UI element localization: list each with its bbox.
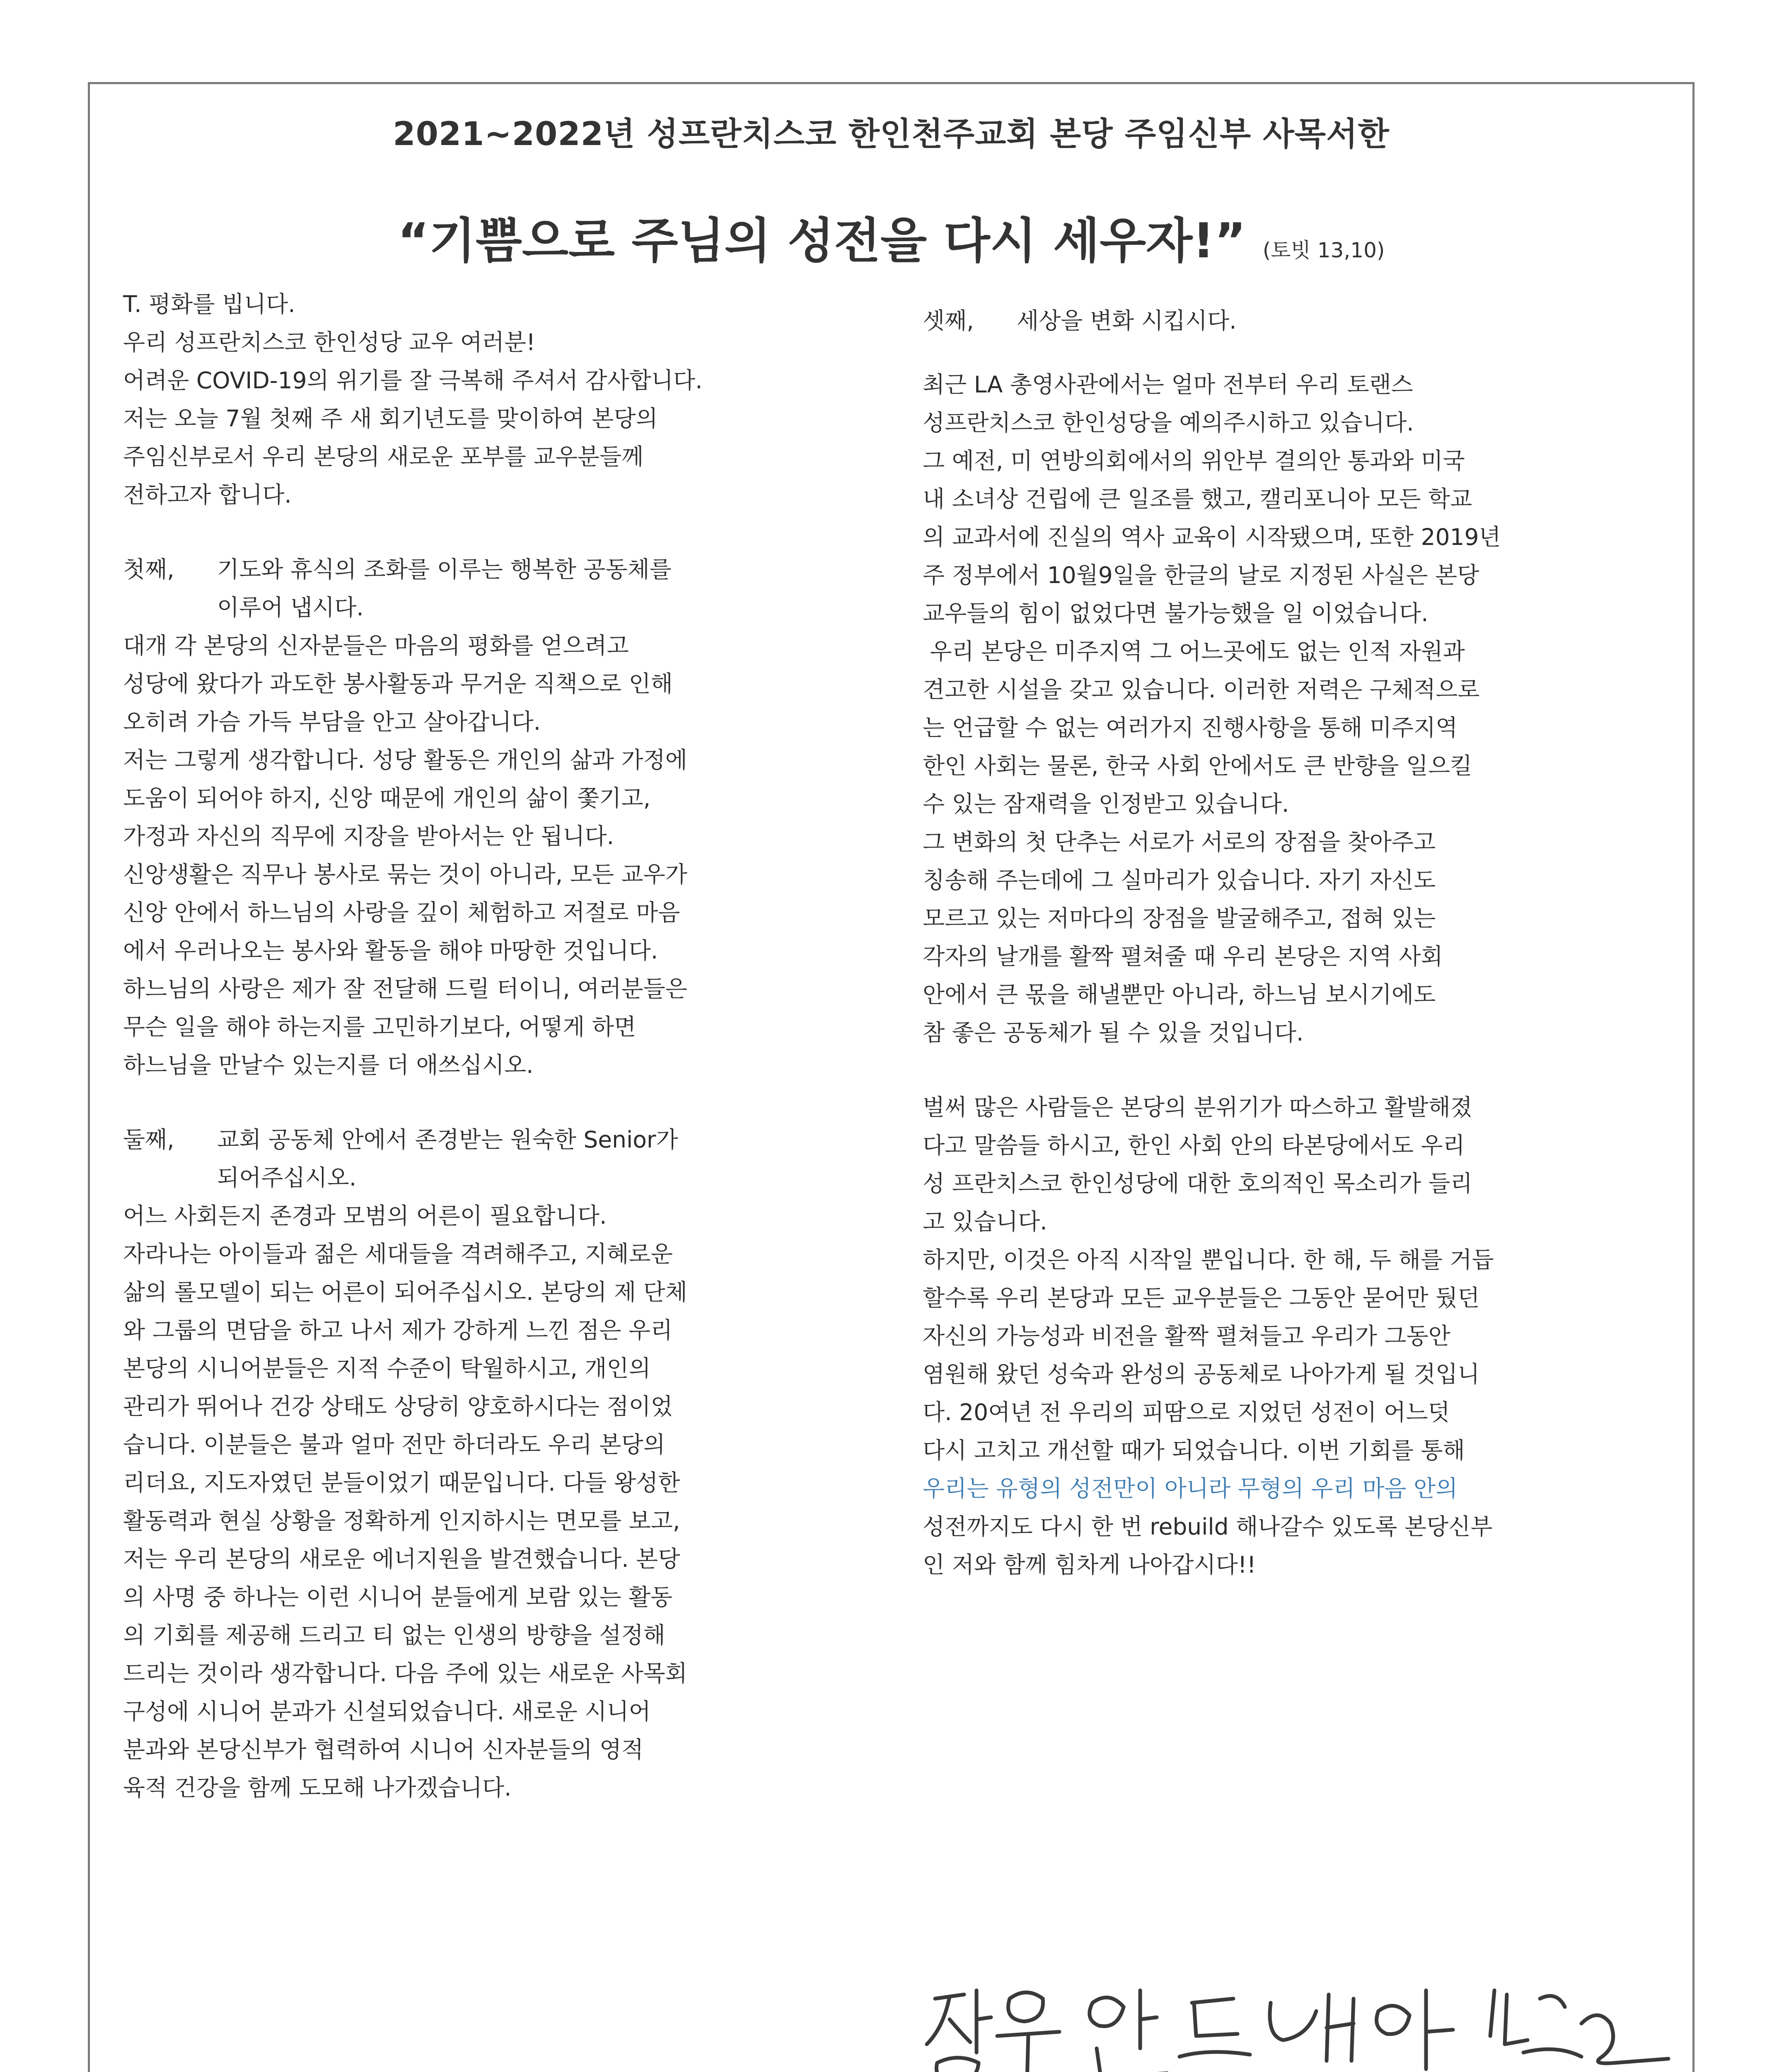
text-line: 관리가 뛰어나 건강 상태도 상당히 양호하시다는 점이었 <box>123 1393 673 1420</box>
text-line: 우리 본당은 미주지역 그 어느곳에도 없는 인적 자원과 <box>923 638 1465 665</box>
text-line: 주임신부로서 우리 본당의 새로운 포부를 교우분들께 <box>123 443 644 470</box>
text-line: 하지만, 이것은 아직 시작일 뿐입니다. 한 해, 두 해를 거듭 <box>923 1247 1494 1273</box>
text-line: 의 교과서에 진실의 역사 교육이 시작됐으며, 또한 2019년 <box>923 524 1501 550</box>
heading-text: 되어주십시오. <box>217 1164 357 1191</box>
section-heading <box>123 550 869 588</box>
heading-text: 교회 공동체 안에서 존경받는 원숙한 Senior가 <box>217 1126 678 1153</box>
text-line: 분과와 본당신부가 협력하여 시니어 신자분들의 영적 <box>123 1736 644 1763</box>
text-line: 도움이 되어야 하지, 신앙 때문에 개인의 삶이 쫓기고, <box>123 785 651 811</box>
text-line: 자라나는 아이들과 젊은 세대들을 격려해주고, 지혜로운 <box>123 1241 673 1267</box>
text-line: 주 정부에서 10월9일을 한글의 날로 지정된 사실은 본당 <box>923 562 1479 588</box>
section-heading <box>923 302 1668 340</box>
paragraph <box>923 366 1668 1052</box>
text-line: 그 예전, 미 연방의회에서의 위안부 결의안 통과와 미국 <box>923 448 1465 474</box>
text-line: 한인 사회는 물론, 한국 사회 안에서도 큰 반향을 일으킬 <box>923 753 1472 779</box>
text-line: 어느 사회든지 존경과 모범의 어른이 필요합니다. <box>123 1203 607 1229</box>
text-line: T. 평화를 빕니다. <box>123 291 295 317</box>
left-column <box>123 285 869 1807</box>
text-line: 오히려 가슴 가득 부담을 안고 살아갑니다. <box>123 709 541 735</box>
text-line: 본당의 시니어분들은 지적 수준이 탁월하시고, 개인의 <box>123 1355 651 1382</box>
intro-paragraph <box>123 285 869 514</box>
text-line: 고 있습니다. <box>923 1208 1047 1235</box>
text-line: 성프란치스코 한인성당을 예의주시하고 있습니다. <box>923 409 1414 436</box>
paragraph <box>923 1088 1668 1584</box>
text-line: 참 좋은 공동체가 될 수 있을 것입니다. <box>923 1019 1304 1046</box>
text-line: 다시 고치고 개선할 때가 되었습니다. 이번 기회를 통해 <box>923 1437 1465 1464</box>
page-title: 2021~2022년 성프란치스코 한인천주교회 본당 주임신부 사목서한 <box>393 116 1390 153</box>
heading-text: 이루어 냅시다. <box>217 594 364 621</box>
text-line: 저는 그렇게 생각합니다. 성당 활동은 개인의 삶과 가정에 <box>123 747 687 773</box>
right-column <box>923 285 1668 1584</box>
text-line: 견고한 시설을 갖고 있습니다. 이러한 저력은 구체적으로 <box>923 676 1480 703</box>
letter-frame <box>88 82 1695 2072</box>
text-line: 무슨 일을 해야 하는지를 고민하기보다, 어떻게 하면 <box>123 1014 636 1040</box>
text-line: 벌써 많은 사람들은 본당의 분위기가 따스하고 활발해졌 <box>923 1094 1472 1121</box>
text-line: 다. 20여년 전 우리의 피땀으로 지었던 성전이 어느덧 <box>923 1399 1450 1426</box>
text-line: 각자의 날개를 활짝 펼쳐줄 때 우리 본당은 지역 사회 <box>923 943 1443 970</box>
text-line: 성 프란치스코 한인성당에 대한 호의적인 목소리가 들리 <box>923 1170 1472 1197</box>
section-first <box>123 550 869 1084</box>
text-line: 다고 말씀들 하시고, 한인 사회 안의 타본당에서도 우리 <box>923 1132 1465 1159</box>
text-line: 모르고 있는 저마다의 장점을 발굴해주고, 접혀 있는 <box>923 905 1436 932</box>
text-line: 는 언급할 수 없는 여러가지 진행사항을 통해 미주지역 <box>923 714 1458 741</box>
text-line: 와 그룹의 면담을 하고 나서 제가 강하게 느낀 점은 우리 <box>123 1317 673 1343</box>
text-line: 안에서 큰 몫을 해낼뿐만 아니라, 하느님 보시기에도 <box>923 981 1436 1008</box>
page-subtitle <box>90 202 1692 271</box>
text-line: 인 저와 함께 힘차게 나아갑시다!! <box>923 1552 1256 1578</box>
text-line: 의 사명 중 하나는 이런 시니어 분들에게 보람 있는 활동 <box>123 1584 673 1610</box>
text-line: 어려운 COVID-19의 위기를 잘 극복해 주셔서 감사합니다. <box>123 367 703 394</box>
text-line: 저는 오늘 7월 첫째 주 새 회기년도를 맞이하여 본당의 <box>123 405 658 432</box>
text-line: 저는 우리 본당의 새로운 에너지원을 발견했습니다. 본당 <box>123 1546 680 1572</box>
text-line: 대개 각 본당의 신자분들은 마음의 평화를 얻으려고 <box>123 632 629 659</box>
text-line: 하느님을 만날수 있는지를 더 애쓰십시오. <box>123 1052 534 1078</box>
text-line: 리더요, 지도자였던 분들이었기 때문입니다. 다들 왕성한 <box>123 1469 680 1496</box>
text-line: 전하고자 합니다. <box>123 482 292 508</box>
highlight-line: 우리는 유형의 성전만이 아니라 무형의 우리 마음 안의 <box>923 1475 1458 1502</box>
text-line: 활동력과 현실 상황을 정확하게 인지하시는 면모를 보고, <box>123 1508 680 1534</box>
subtitle-reference: (토빗 13,10) <box>1262 238 1385 262</box>
section-label: 첫째, <box>123 556 174 583</box>
text-line: 하느님의 사랑은 제가 잘 전달해 드릴 터이니, 여러분들은 <box>123 975 687 1002</box>
text-line: 에서 우러나오는 봉사와 활동을 해야 마땅한 것입니다. <box>123 937 658 964</box>
text-line: 교우들의 힘이 없었다면 불가능했을 일 이었습니다. <box>923 600 1429 627</box>
text-line: 성전까지도 다시 한 번 rebuild 해나갈수 있도록 본당신부 <box>923 1513 1493 1540</box>
text-line: 자신의 가능성과 비전을 활짝 펼쳐들고 우리가 그동안 <box>923 1323 1450 1349</box>
text-line: 삶의 롤모델이 되는 어른이 되어주십시오. 본당의 제 단체 <box>123 1279 687 1305</box>
text-line: 습니다. 이분들은 불과 얼마 전만 하더라도 우리 본당의 <box>123 1431 665 1458</box>
text-line: 성당에 왔다가 과도한 봉사활동과 무거운 직책으로 인해 <box>123 670 673 697</box>
text-line: 가정과 자신의 직무에 지장을 받아서는 안 됩니다. <box>123 823 614 850</box>
heading-text: 기도와 휴식의 조화를 이루는 행복한 공동체를 <box>217 556 672 583</box>
heading-text: 세상을 변화 시킵시다. <box>1017 307 1237 334</box>
text-line: 드리는 것이라 생각합니다. 다음 주에 있는 새로운 사목회 <box>123 1660 687 1687</box>
text-line: 구성에 시니어 분과가 신설되었습니다. 새로운 시니어 <box>123 1698 651 1725</box>
text-line: 그 변화의 첫 단추는 서로가 서로의 장점을 찾아주고 <box>923 829 1436 855</box>
section-heading <box>123 1121 869 1159</box>
text-line: 최근 LA 총영사관에서는 얼마 전부터 우리 토랜스 <box>923 371 1413 398</box>
text-line: 염원해 왔던 성숙과 완성의 공동체로 나아가게 될 것입니 <box>923 1361 1480 1387</box>
text-line: 칭송해 주는데에 그 실마리가 있습니다. 자기 자신도 <box>923 867 1436 893</box>
text-line: 의 기회를 제공해 드리고 티 없는 인생의 방향을 설정해 <box>123 1622 665 1648</box>
text-line: 육적 건강을 함께 도모해 나가겠습니다. <box>123 1774 512 1801</box>
text-line: 할수록 우리 본당과 모든 교우분들은 그동안 묻어만 뒀던 <box>923 1285 1480 1311</box>
text-line: 내 소녀상 건립에 큰 일조를 했고, 캘리포니아 모든 학교 <box>923 486 1472 512</box>
subtitle-main: “기쁨으로 주님의 성전을 다시 세우자!” <box>397 213 1246 269</box>
section-label: 셋째, <box>923 307 974 334</box>
section-label: 둘째, <box>123 1126 174 1153</box>
section-second <box>123 1121 869 1807</box>
text-line: 우리 성프란치스코 한인성당 교우 여러분! <box>123 329 536 356</box>
handwritten-signature <box>919 1974 1677 2072</box>
text-line: 수 있는 잠재력을 인정받고 있습니다. <box>923 791 1289 817</box>
text-line: 신앙생활은 직무나 봉사로 묶는 것이 아니라, 모든 교우가 <box>123 861 687 888</box>
text-line: 신앙 안에서 하느님의 사랑을 깊이 체험하고 저절로 마음 <box>123 899 680 926</box>
